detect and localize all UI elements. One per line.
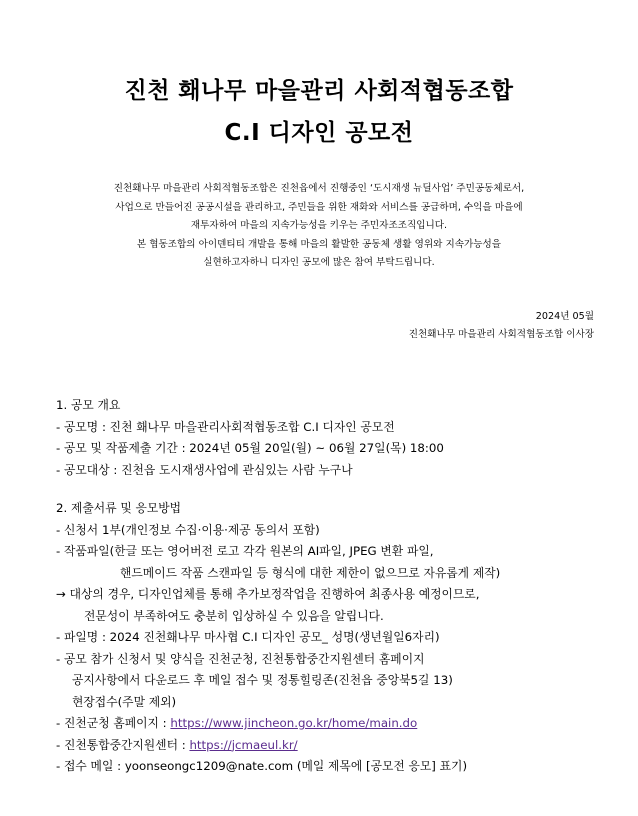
note-continuation: 전문성이 부족하여도 충분히 입상하실 수 있음을 알립니다. [84, 608, 384, 623]
note-arrow: → 대상의 경우, 디자인업체를 통해 추가보정작업을 진행하여 최종사용 예정이므로, [56, 587, 480, 601]
list-item [56, 713, 616, 735]
list-item-continuation: 공지사항에서 다운로드 후 메일 접수 및 정통힐링존(진천읍 중앙북5길 13) [72, 673, 453, 687]
publish-date: 2024년 05월 [535, 311, 594, 322]
intro-line: 사업으로 만들어진 공공시설을 관리하고, 주민들을 위한 재화와 서비스를 공급하며, 수익을 마을에 [115, 201, 523, 213]
section-heading: 2. 제출서류 및 응모방법 [56, 501, 182, 515]
jcmaeul-link[interactable]: https://jcmaeul.kr/ [189, 737, 298, 752]
section-overview [56, 395, 616, 481]
list-item: - 공모 참가 신청서 및 양식을 진천군청, 진천통합중간지원센터 홈페이지 [56, 651, 425, 666]
section-heading: 1. 공모 개요 [56, 398, 121, 412]
homepage-label: - 진천군청 홈페이지 : [56, 716, 171, 730]
intro-line: 재투자하여 마을의 지속가능성을 키우는 주민자조조직입니다. [190, 220, 448, 231]
list-item-continuation: 현장접수(주말 제외) [72, 694, 177, 709]
list-item: - 공모 및 작품제출 기간 : 2024년 05월 20일(월) ~ 06월 27일(목) 18:00 [56, 441, 444, 455]
list-item: - 공모대상 : 진천읍 도시재생사업에 관심있는 사람 누구나 [56, 462, 353, 477]
list-item: - 파일명 : 2024 진천홰나무 마사협 C.I 디자인 공모_ 성명(생년월일6자리) [56, 630, 440, 644]
section-submission [56, 498, 616, 778]
list-item: - 접수 메일 : yoonseongc1209@nate.com (메일 제목에 [공모전 응모] 표기) [56, 759, 468, 773]
document-title-line1: 진천 홰나무 마을관리 사회적협동조합 [124, 78, 514, 104]
jincheon-homepage-link[interactable]: https://www.jincheon.go.kr/home/main.do [170, 716, 418, 730]
list-item: - 공모명 : 진천 홰나무 마을관리사회적협동조합 C.I 디자인 공모전 [56, 419, 395, 434]
list-item-continuation: 핸드메이드 작품 스캔파일 등 형식에 대한 제한이 없으므로 자유롭게 제작) [120, 565, 501, 580]
signer: 진천홰나무 마을관리 사회적협동조합 이사장 [408, 329, 594, 340]
intro-paragraph [60, 180, 578, 273]
list-item: - 신청서 1부(개인정보 수집·이용·제공 동의서 포함) [56, 522, 320, 537]
list-item [56, 735, 616, 757]
document-title-line2: C.I 디자인 공모전 [224, 120, 414, 146]
intro-line: 본 협동조합의 아이덴티티 개발을 통해 마을의 활발한 공동체 생활 영위와 지속가능성을 [136, 238, 502, 250]
list-item: - 작품파일(한글 또는 영어버전 로고 각각 원본의 AI파일, JPEG 변환 파일, [56, 544, 434, 558]
intro-line: 진천홰나무 마을관리 사회적협동조합은 진천읍에서 진행중인 ‘도시재생 뉴딜사업’ 주민공동체로서, [113, 183, 525, 194]
center-label: - 진천통합중간지원센터 : [56, 737, 190, 752]
intro-line: 실현하고자하니 디자인 공모에 많은 참여 부탁드립니다. [203, 257, 435, 268]
